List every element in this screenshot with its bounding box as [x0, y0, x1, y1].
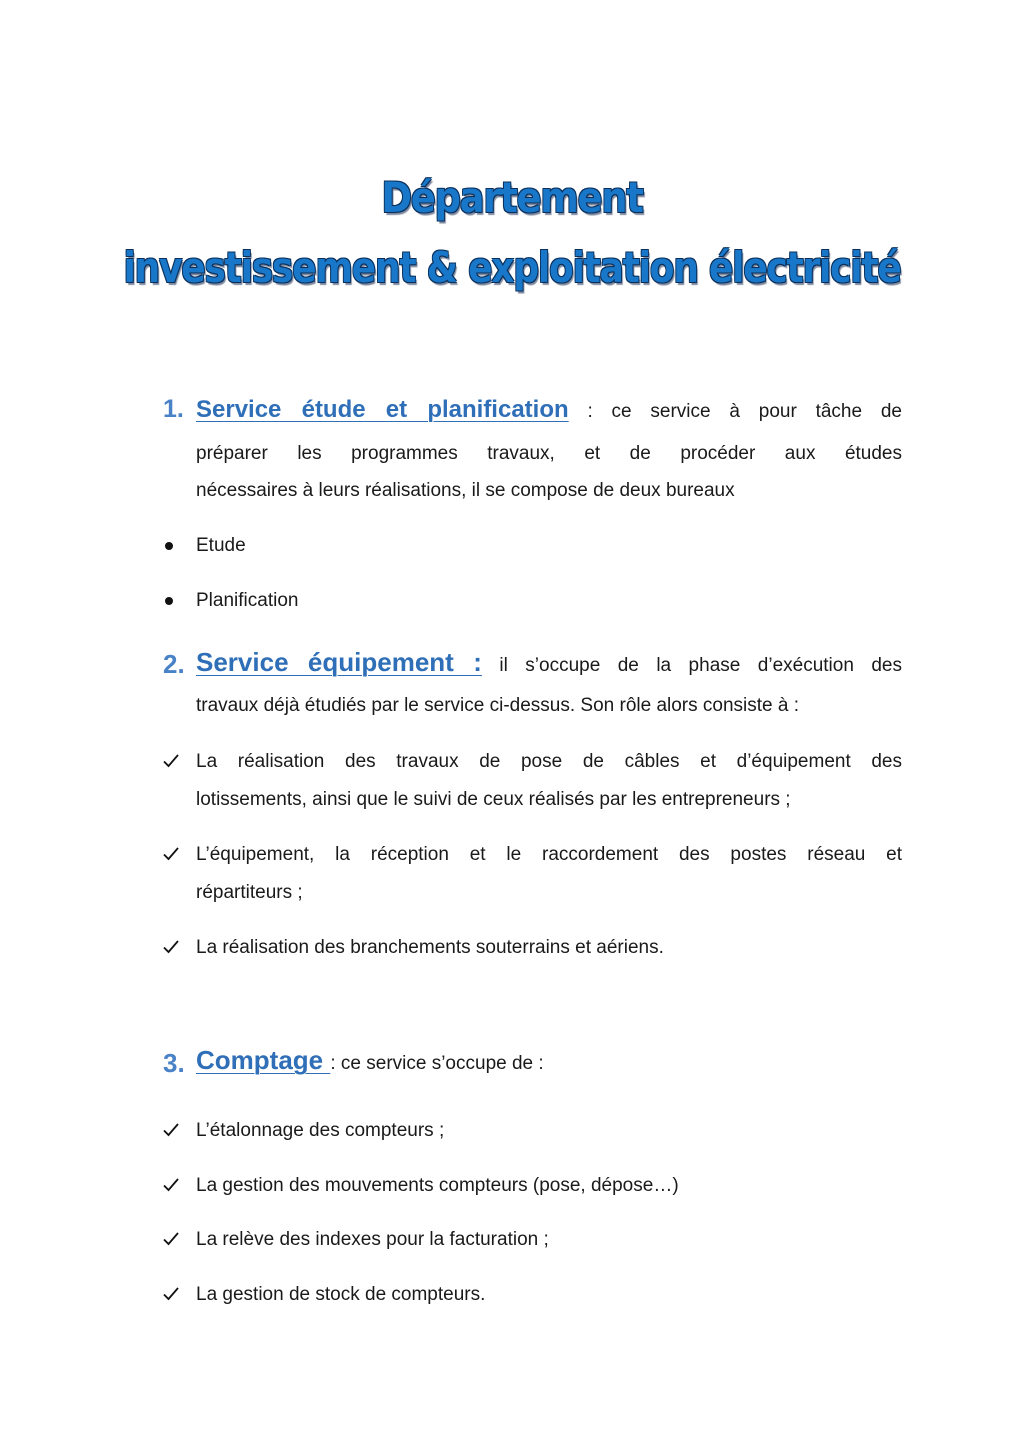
section-2-item-1-line-2: lotissements, ainsi que le suivi de ceux réalisés par les entrepreneurs ; [196, 789, 791, 810]
section-1-intro-3: nécessaires à leurs réalisations, il se compose de deux bureaux [196, 480, 735, 501]
section-2-heading-row [163, 649, 185, 680]
section-number: 3. [163, 1048, 185, 1078]
section-3-item: La relève des indexes pour la facturation ; [196, 1229, 549, 1250]
section-number: 1. [163, 395, 184, 423]
section-3-first-line [196, 1045, 902, 1076]
checkmark-icon [162, 1230, 180, 1248]
section-1-heading: Service étude et planification [196, 396, 569, 423]
section-1-item: Etude [196, 535, 246, 556]
section-3-intro-1: : ce service s’occupe de : [330, 1053, 544, 1074]
checkmark-icon [162, 1176, 180, 1194]
section-1-heading-row [163, 395, 184, 424]
page-title-line-1: Département [381, 173, 643, 222]
section-2-intro-1: il s’occupe de la phase d’exécution des [499, 655, 902, 676]
section-3-item: La gestion des mouvements compteurs (pose, dépose…) [196, 1175, 679, 1196]
section-1-first-line [196, 398, 902, 424]
checkmark-icon [162, 1121, 180, 1139]
checkmark-icon [162, 845, 180, 863]
page-title-line-2: investissement & exploitation électricité [123, 243, 901, 292]
section-2-first-line [196, 647, 902, 678]
section-1-intro-2: préparer les programmes travaux, et de procéder aux études [196, 443, 902, 464]
section-2-heading: Service équipement : [196, 647, 482, 677]
section-number: 2. [163, 649, 185, 679]
section-2-item-2-line-1: L’équipement, la réception et le raccordement des postes réseau et [196, 844, 902, 865]
checkmark-icon [162, 938, 180, 956]
section-2-item-1-line-1: La réalisation des travaux de pose de câbles et d’équipement des [196, 751, 902, 772]
section-2-intro-2: travaux déjà étudiés par le service ci-dessus. Son rôle alors consiste à : [196, 695, 800, 716]
section-3-heading-row [163, 1048, 185, 1079]
checkmark-icon [162, 1285, 180, 1303]
section-1-intro-1: : ce service à pour tâche de [587, 401, 902, 422]
section-2-item-3: La réalisation des branchements souterrains et aériens. [196, 937, 664, 958]
section-1-item: Planification [196, 590, 299, 611]
section-3-item: La gestion de stock de compteurs. [196, 1284, 486, 1305]
section-2-item-2-line-2: répartiteurs ; [196, 882, 303, 903]
section-3-heading: Comptage [196, 1045, 331, 1075]
bullet-dot-icon [165, 597, 173, 605]
section-3-item: L’étalonnage des compteurs ; [196, 1120, 445, 1141]
checkmark-icon [162, 752, 180, 770]
bullet-dot-icon [165, 542, 173, 550]
